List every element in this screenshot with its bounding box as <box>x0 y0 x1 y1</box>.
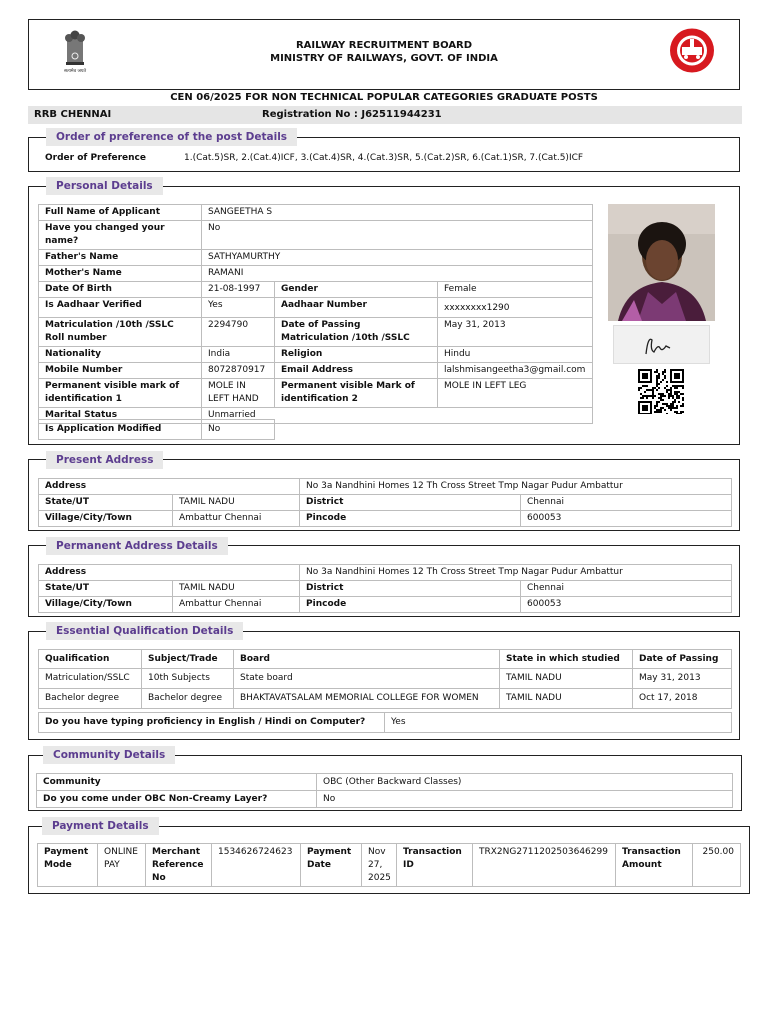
table-row <box>37 774 733 791</box>
mark2-label: Permanent visible Mark of identification 2 <box>275 379 438 408</box>
payment-section-title: Payment Details <box>42 817 159 835</box>
table-row <box>39 597 732 613</box>
table-row <box>38 844 741 887</box>
marital-status-label: Marital Status <box>39 408 202 424</box>
changed-name-label: Have you changed your name? <box>39 221 202 250</box>
passing-date-label: Date of Passing Matriculation /10th /SSLC <box>275 318 438 347</box>
present-state-label: State/UT <box>39 495 173 511</box>
table-cell: Oct 17, 2018 <box>633 689 732 709</box>
application-modified-table <box>38 419 275 440</box>
father-name-label: Father's Name <box>39 250 202 266</box>
roll-number-label: Matriculation /10th /SSLC Roll number <box>39 318 202 347</box>
present-district-value: Chennai <box>521 495 732 511</box>
table-cell: Bachelor degree <box>142 689 234 709</box>
payment-mode-value: ONLINE PAY <box>98 844 146 887</box>
table-row <box>39 205 593 221</box>
table-cell: Bachelor degree <box>39 689 142 709</box>
permanent-district-label: District <box>300 581 521 597</box>
permanent-address-table <box>38 564 732 613</box>
typing-value: Yes <box>385 713 732 733</box>
state-header: State in which studied <box>500 650 633 669</box>
table-row <box>39 511 732 527</box>
aadhaar-verified-label: Is Aadhaar Verified <box>39 298 202 318</box>
table-cell: TAMIL NADU <box>500 689 633 709</box>
passing-date-value: May 31, 2013 <box>438 318 593 347</box>
transaction-id-value: TRX2NG2711202503646299 <box>473 844 616 887</box>
email-value: lalshmisangeetha3@gmail.com <box>438 363 593 379</box>
table-cell: BHAKTAVATSALAM MEMORIAL COLLEGE FOR WOMEN <box>234 689 500 709</box>
org-ministry: MINISTRY OF RAILWAYS, GOVT. OF INDIA <box>270 53 498 64</box>
table-cell: May 31, 2013 <box>633 669 732 689</box>
permanent-address-label: Address <box>39 565 300 581</box>
table-row <box>39 689 732 709</box>
gender-value: Female <box>438 282 593 298</box>
dob-value: 21-08-1997 <box>202 282 275 298</box>
present-village-value: Ambattur Chennai <box>173 511 300 527</box>
religion-value: Hindu <box>438 347 593 363</box>
mark1-value: MOLE IN LEFT HAND <box>202 379 275 408</box>
transaction-id-label: Transaction ID <box>397 844 473 887</box>
roll-number-value: 2294790 <box>202 318 275 347</box>
table-row <box>39 298 593 318</box>
community-section-title: Community Details <box>43 746 175 764</box>
permanent-village-value: Ambattur Chennai <box>173 597 300 613</box>
emblem-motto: सत्यमेव जयते <box>63 69 87 74</box>
mother-name-label: Mother's Name <box>39 266 202 282</box>
mother-name-value: RAMANI <box>202 266 593 282</box>
qr-code <box>638 369 685 414</box>
table-cell: State board <box>234 669 500 689</box>
table-row <box>39 266 593 282</box>
present-address-label: Address <box>39 479 300 495</box>
permanent-address-value: No 3a Nandhini Homes 12 Th Cross Street Tmp Nagar Pudur Ambattur <box>300 565 732 581</box>
merchant-ref-value: 1534626724623 <box>212 844 301 887</box>
table-row <box>39 713 732 733</box>
applicant-signature <box>613 325 710 364</box>
nationality-value: India <box>202 347 275 363</box>
permanent-pincode-value: 600053 <box>521 597 732 613</box>
mark2-value: MOLE IN LEFT LEG <box>438 379 593 408</box>
table-row <box>39 347 593 363</box>
present-address-title: Present Address <box>46 451 163 469</box>
table-row <box>39 282 593 298</box>
org-title: RAILWAY RECRUITMENT BOARD <box>295 40 473 51</box>
applicant-photo <box>608 204 715 321</box>
table-row <box>39 495 732 511</box>
personal-section-title: Personal Details <box>46 177 163 195</box>
present-state-value: TAMIL NADU <box>173 495 300 511</box>
permanent-pincode-label: Pincode <box>300 597 521 613</box>
present-village-label: Village/City/Town <box>39 511 173 527</box>
present-pincode-label: Pincode <box>300 511 521 527</box>
payment-date-value: Nov 27, 2025 <box>362 844 397 887</box>
table-row <box>39 669 732 689</box>
changed-name-value: No <box>202 221 593 250</box>
table-row <box>39 379 593 408</box>
typing-label: Do you have typing proficiency in English / Hindi on Computer? <box>39 713 385 733</box>
aadhaar-number-value: xxxxxxxx1290 <box>438 298 593 318</box>
table-cell: TAMIL NADU <box>500 669 633 689</box>
merchant-ref-label: Merchant Reference No <box>146 844 212 887</box>
rrb-name: RRB CHENNAI <box>34 109 112 120</box>
qualification-header: Qualification <box>39 650 142 669</box>
present-pincode-value: 600053 <box>521 511 732 527</box>
transaction-amount-value: 250.00 <box>693 844 741 887</box>
aadhaar-verified-value: Yes <box>202 298 275 318</box>
table-row <box>39 363 593 379</box>
creamy-layer-label: Do you come under OBC Non-Creamy Layer? <box>37 791 317 808</box>
personal-details-table <box>38 204 593 424</box>
table-row <box>37 791 733 808</box>
table-row <box>39 479 732 495</box>
aadhaar-number-label: Aadhaar Number <box>275 298 438 318</box>
permanent-state-value: TAMIL NADU <box>173 581 300 597</box>
mark1-label: Permanent visible mark of identification 1 <box>39 379 202 408</box>
registration-number: Registration No : J62511944231 <box>262 109 442 120</box>
present-district-label: District <box>300 495 521 511</box>
payment-mode-label: Payment Mode <box>38 844 98 887</box>
application-modified-value: No <box>202 420 275 440</box>
payment-date-label: Payment Date <box>301 844 362 887</box>
gender-label: Gender <box>275 282 438 298</box>
present-address-value: No 3a Nandhini Homes 12 Th Cross Street Tmp Nagar Pudur Ambattur <box>300 479 732 495</box>
nationality-label: Nationality <box>39 347 202 363</box>
mobile-value: 8072870917 <box>202 363 275 379</box>
typing-table <box>38 712 732 733</box>
permanent-state-label: State/UT <box>39 581 173 597</box>
board-header: Board <box>234 650 500 669</box>
application-modified-label: Is Application Modified <box>39 420 202 440</box>
dob-label: Date Of Birth <box>39 282 202 298</box>
subject-header: Subject/Trade <box>142 650 234 669</box>
marital-status-value: Unmarried <box>202 408 593 424</box>
table-cell: 10th Subjects <box>142 669 234 689</box>
indian-railways-logo-icon <box>666 27 718 74</box>
table-row <box>39 565 732 581</box>
table-row <box>39 318 593 347</box>
mobile-label: Mobile Number <box>39 363 202 379</box>
permanent-village-label: Village/City/Town <box>39 597 173 613</box>
passing-date-header: Date of Passing <box>633 650 732 669</box>
father-name-value: SATHYAMURTHY <box>202 250 593 266</box>
transaction-amount-label: Transaction Amount <box>616 844 693 887</box>
preference-section-title: Order of preference of the post Details <box>46 128 297 146</box>
table-row <box>39 250 593 266</box>
table-cell: Matriculation/SSLC <box>39 669 142 689</box>
full-name-label: Full Name of Applicant <box>39 205 202 221</box>
permanent-district-value: Chennai <box>521 581 732 597</box>
qualification-table <box>38 649 732 709</box>
preference-label: Order of Preference <box>45 153 146 163</box>
table-row <box>39 650 732 669</box>
preference-value: 1.(Cat.5)SR, 2.(Cat.4)ICF, 3.(Cat.4)SR, 4.(Cat.3)SR, 5.(Cat.2)SR, 6.(Cat.1)SR, 7.(Cat.5)ICF <box>184 153 584 163</box>
religion-label: Religion <box>275 347 438 363</box>
notice-title: CEN 06/2025 FOR NON TECHNICAL POPULAR CATEGORIES GRADUATE POSTS <box>170 92 598 103</box>
table-row <box>39 221 593 250</box>
permanent-address-title: Permanent Address Details <box>46 537 228 555</box>
table-row <box>39 581 732 597</box>
table-row <box>39 420 275 440</box>
community-label: Community <box>37 774 317 791</box>
email-label: Email Address <box>275 363 438 379</box>
full-name-value: SANGEETHA S <box>202 205 593 221</box>
community-table <box>36 773 733 808</box>
community-value: OBC (Other Backward Classes) <box>317 774 733 791</box>
present-address-table <box>38 478 732 527</box>
registration-bar <box>28 106 742 124</box>
payment-table <box>37 843 741 887</box>
qualification-section-title: Essential Qualification Details <box>46 622 243 640</box>
creamy-layer-value: No <box>317 791 733 808</box>
